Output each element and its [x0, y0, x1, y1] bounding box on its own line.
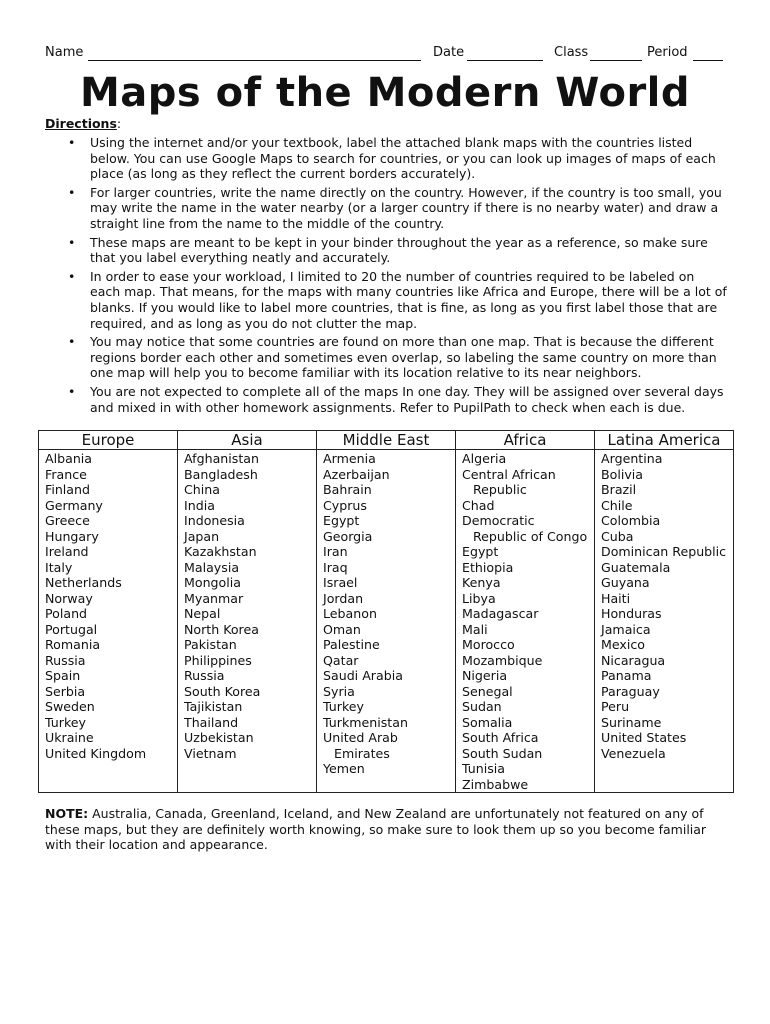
class-blank[interactable] — [590, 60, 642, 61]
country-item: Haiti — [601, 590, 631, 606]
country-item: Kenya — [462, 575, 501, 590]
country-item: Colombia — [601, 513, 661, 528]
country-item: Israel — [323, 575, 358, 590]
country-item: Iran — [323, 544, 348, 559]
country-item: Hungary — [45, 528, 99, 544]
country-item: Bahrain — [323, 482, 372, 497]
country-item: Libya — [462, 590, 496, 606]
country-item: Nepal — [184, 606, 221, 621]
country-item: Azerbaijan — [323, 466, 390, 482]
country-item: Thailand — [184, 714, 239, 730]
country-item: Spain — [45, 668, 81, 683]
country-list — [178, 450, 316, 761]
country-item: Turkmenistan — [323, 714, 408, 730]
country-list — [456, 450, 594, 792]
country-item: Palestine — [323, 637, 380, 652]
country-item: Panama — [601, 668, 652, 683]
note-text: Australia, Canada, Greenland, Iceland, and New Zealand are unfortunately not featured on any of these maps, but they are definitely worth knowing, so make sure to look them up so you become familiar with their location and appearance. — [45, 806, 707, 853]
country-item: Jordan — [323, 590, 364, 606]
country-item: Sweden — [45, 699, 95, 714]
country-item: Netherlands — [45, 575, 122, 590]
directions-label: Directions — [45, 116, 117, 131]
region-column — [317, 431, 456, 792]
country-item: Afghanistan — [184, 451, 259, 466]
country-item: Argentina — [601, 451, 663, 466]
country-item: Mexico — [601, 637, 645, 652]
country-item: Italy — [45, 559, 73, 575]
country-item: Kazakhstan — [184, 544, 257, 559]
country-item: China — [184, 482, 220, 497]
country-item: Germany — [45, 497, 103, 513]
direction-item: • In order to ease your workload, I limited to 20 the number of countries required to be labeled on each map. That means, for the maps with many countries like Africa and Europe, there will be a lot of blanks. If you would like to label more countries, that is fine, as long as you first label those that are required, and as long as you do not clutter the map. — [68, 269, 728, 331]
country-item: Nigeria — [462, 668, 508, 683]
country-item: South Africa — [462, 730, 539, 745]
country-item: Paraguay — [601, 683, 660, 699]
country-item: Republic of Congo — [473, 528, 588, 544]
country-item: North Korea — [184, 621, 259, 637]
country-item: South Sudan — [462, 745, 543, 761]
country-item: Malaysia — [184, 559, 240, 575]
country-item: Russia — [45, 652, 86, 668]
country-item: Oman — [323, 621, 361, 637]
directions-list — [68, 135, 728, 415]
country-item: Pakistan — [184, 637, 237, 652]
date-blank[interactable] — [467, 60, 543, 61]
country-item: Madagascar — [462, 606, 539, 621]
name-label: Name — [45, 45, 84, 60]
region-column — [595, 431, 733, 792]
country-item: Peru — [601, 699, 630, 714]
region-header: Latina America — [595, 431, 733, 450]
directions-heading — [45, 116, 121, 131]
period-label: Period — [647, 45, 688, 60]
region-header: Africa — [456, 431, 594, 450]
note-paragraph — [45, 806, 735, 853]
country-item: Greece — [45, 513, 90, 528]
country-item: Jamaica — [601, 621, 651, 637]
direction-item: • You may notice that some countries are found on more than one map. That is because the different regions border each other and sometimes even overlap, so labeling the same country on more than one map will help you to become familiar with its location relative to its near neighbors. — [68, 334, 728, 381]
country-item: Algeria — [462, 451, 507, 466]
region-column — [39, 431, 178, 792]
country-item: Venezuela — [601, 745, 666, 761]
country-item: South Korea — [184, 683, 261, 699]
country-item: Guyana — [601, 575, 650, 590]
country-item: Egypt — [323, 513, 360, 528]
country-item: Serbia — [45, 683, 86, 699]
country-item: Russia — [184, 668, 225, 683]
country-item: United Kingdom — [45, 745, 147, 761]
country-item: Sudan — [462, 699, 502, 714]
country-item: Senegal — [462, 683, 513, 699]
country-item: Chile — [601, 497, 633, 513]
country-item: Japan — [184, 528, 220, 544]
country-item: Syria — [323, 683, 355, 699]
name-blank[interactable] — [88, 60, 421, 61]
country-item: Albania — [45, 451, 93, 466]
country-item: India — [184, 497, 215, 513]
country-item: Romania — [45, 637, 101, 652]
country-item: Cuba — [601, 528, 634, 544]
country-item: Guatemala — [601, 559, 671, 575]
country-item: Suriname — [601, 714, 662, 730]
country-item: Morocco — [462, 637, 515, 652]
direction-item: • You are not expected to complete all of the maps In one day. They will be assigned over several days and mixed in with other homework assignments. Refer to PupilPath to check when each is due. — [68, 384, 728, 415]
country-item: Democratic — [462, 513, 535, 528]
country-item: Armenia — [323, 451, 376, 466]
region-column — [178, 431, 317, 792]
country-item: Mongolia — [184, 575, 241, 590]
country-item: Egypt — [462, 544, 499, 559]
country-item: Lebanon — [323, 606, 377, 621]
country-item: Brazil — [601, 482, 637, 497]
country-item: Iraq — [323, 559, 348, 575]
country-item: Nicaragua — [601, 652, 666, 668]
country-list — [595, 450, 733, 761]
country-item: Dominican Republic — [601, 544, 727, 559]
country-item: Central African — [462, 466, 556, 482]
country-item: Bolivia — [601, 466, 644, 482]
country-item: Chad — [462, 497, 495, 513]
country-item: Finland — [45, 482, 91, 497]
country-item: Norway — [45, 590, 93, 606]
country-item: Georgia — [323, 528, 373, 544]
page-title: Maps of the Modern World — [79, 70, 691, 116]
country-item: Turkey — [323, 699, 364, 714]
country-item: Republic — [473, 482, 527, 497]
country-item: Ireland — [45, 544, 89, 559]
date-label: Date — [433, 45, 465, 60]
country-item: Portugal — [45, 621, 98, 637]
country-item: Vietnam — [184, 745, 237, 761]
country-item: Yemen — [323, 761, 365, 776]
country-item: Mozambique — [462, 652, 543, 668]
header-line — [45, 45, 725, 63]
country-item: Zimbabwe — [462, 776, 529, 792]
country-item: Ethiopia — [462, 559, 514, 575]
directions-colon: : — [116, 116, 122, 131]
country-item: United Arab — [323, 730, 398, 745]
country-item: Emirates — [334, 745, 390, 761]
period-blank[interactable] — [693, 60, 723, 61]
note-label: NOTE: — [45, 806, 89, 821]
country-item: Honduras — [601, 606, 662, 621]
region-header: Middle East — [317, 431, 455, 450]
region-header: Asia — [178, 431, 316, 450]
direction-item: • For larger countries, write the name directly on the country. However, if the country is too small, you may write the name in the water nearby (or a larger country if there is no nearby water) and draw a straight line from the name to the middle of the country. — [68, 185, 728, 232]
country-item: Somalia — [462, 714, 513, 730]
direction-item: • Using the internet and/or your textbook, label the attached blank maps with the countries listed below. You can use Google Maps to search for countries, or you can look up images of maps of each place (as long as they reflect the current borders accurately). — [68, 135, 728, 182]
direction-item: • These maps are meant to be kept in your binder throughout the year as a reference, so make sure that you label everything neatly and accurately. — [68, 235, 728, 266]
country-item: Cyprus — [323, 497, 367, 513]
region-header: Europe — [39, 431, 177, 450]
country-item: United States — [601, 730, 687, 745]
country-item: France — [45, 466, 87, 482]
country-item: Poland — [45, 606, 88, 621]
regions-table — [38, 430, 734, 793]
country-item: Myanmar — [184, 590, 244, 606]
region-column — [456, 431, 595, 792]
class-label: Class — [554, 45, 589, 60]
country-item: Turkey — [45, 714, 86, 730]
country-item: Philippines — [184, 652, 252, 668]
country-item: Ukraine — [45, 730, 94, 745]
country-item: Bangladesh — [184, 466, 258, 482]
country-list — [317, 450, 455, 777]
country-item: Uzbekistan — [184, 730, 254, 745]
country-item: Mali — [462, 621, 488, 637]
country-item: Qatar — [323, 652, 359, 668]
country-item: Indonesia — [184, 513, 245, 528]
country-item: Saudi Arabia — [323, 668, 403, 683]
country-list — [39, 450, 177, 761]
country-item: Tajikistan — [184, 699, 243, 714]
country-item: Tunisia — [462, 761, 506, 776]
